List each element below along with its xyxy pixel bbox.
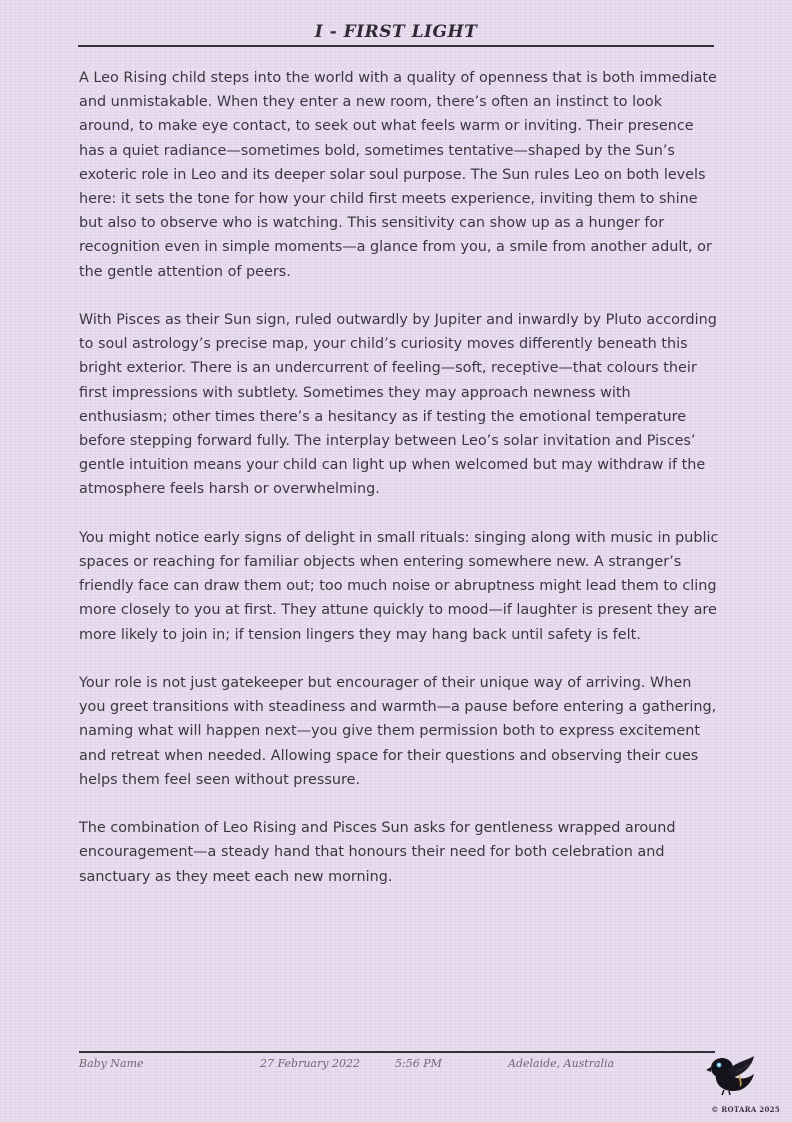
- footer-place: Adelaide, Australia: [508, 1057, 615, 1070]
- body-text: [79, 66, 719, 913]
- footer-name: Baby Name: [79, 1057, 144, 1070]
- paragraph: A Leo Rising child steps into the world with a quality of openness that is both immediate and unmistakable. When they enter a new room, there’s often an instinct to look around, to make eye contact, to seek out what feels warm or inviting. Their presence has a quiet radiance—sometimes bold, sometimes tentative—shaped by the Sun’s exoteric role in Leo and its deeper solar soul purpose. The Sun rules Leo on both levels here: it sets the tone for how your child first meets experience, inviting them to shine but also to observe who is watching. This sensitivity can show up as a hunger for recognition even in simple moments—a glance from you, a smile from another adult, or the gentle attention of peers.: [79, 70, 717, 280]
- footer-date: 27 February 2022: [260, 1057, 360, 1070]
- footer-divider: [79, 1051, 715, 1053]
- title-divider: [78, 45, 714, 47]
- paragraph: The combination of Leo Rising and Pisces Sun asks for gentleness wrapped around encouragement—a steady hand that honours their need for both celebration and sanctuary as they meet each new morning.: [79, 820, 676, 885]
- paragraph: You might notice early signs of delight in small rituals: singing along with music in public spaces or reaching for familiar objects when entering somewhere new. A stranger’s friendly face can draw them out; too much noise or abruptness might lead them to cling more closely to you at first. They attune quickly to mood—if laughter is present they are more likely to join in; if tension lingers they may hang back until safety is felt.: [79, 529, 719, 643]
- paragraph: With Pisces as their Sun sign, ruled outwardly by Jupiter and inwardly by Pluto according to soul astrology’s precise map, your child’s curiosity moves differently beneath this bright exterior. There is an undercurrent of feeling—soft, receptive—that colours their first impressions with subtlety. Sometimes they may approach newness with enthusiasm; other times there’s a hesitancy as if testing the emotional temperature before stepping forward fully. The interplay between Leo’s solar invitation and Pisces’ gentle intuition means your child can light up when welcomed but may withdraw if the atmosphere feels harsh or overwhelming.: [79, 312, 717, 498]
- footer-time: 5:56 PM: [395, 1057, 442, 1070]
- paragraph: Your role is not just gatekeeper but encourager of their unique way of arriving. When you greet transitions with steadiness and warmth—a pause before entering a gathering, naming what will happen next—you give them permission both to express excitement and retreat when needed. Allowing space for their questions and observing their cues helps them feel seen without pressure.: [79, 675, 717, 788]
- page-title: I - FIRST LIGHT: [314, 22, 478, 42]
- raven-icon: [706, 1052, 756, 1096]
- copyright: © ROTARA 2025: [711, 1105, 780, 1114]
